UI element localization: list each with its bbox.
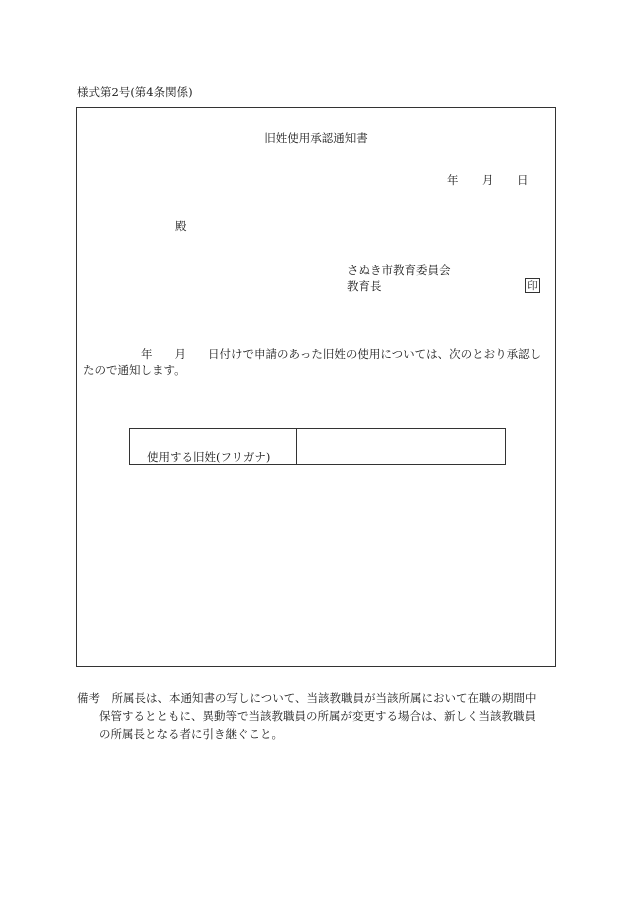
notice-body-line-1 <box>83 346 553 362</box>
remarks-line-2: 保管するとともに、異動等で当該教職員の所属が変更する場合は、新しく当該教職員 <box>99 709 536 723</box>
former-name-label-cell <box>130 429 297 464</box>
recipient-honorific: 殿 <box>175 219 187 233</box>
seal-mark: 印 <box>525 278 540 293</box>
issuer-block <box>347 262 451 294</box>
date-day-label: 日 <box>517 173 529 187</box>
date-year-label: 年 <box>447 173 459 187</box>
body-month-label: 月 <box>174 347 186 361</box>
form-number-label: 様式第2号(第4条関係) <box>77 85 193 99</box>
issuer-organization: さぬき市教育委員会 <box>347 263 451 277</box>
former-name-value-cell[interactable] <box>297 429 505 464</box>
remarks-block <box>77 689 557 743</box>
notice-body <box>83 346 553 378</box>
former-name-table <box>129 428 506 465</box>
remarks-heading: 備考 <box>77 691 100 705</box>
body-year-label: 年 <box>141 347 153 361</box>
date-month-label: 月 <box>482 173 494 187</box>
remarks-line-1-text: 所属長は、本通知書の写しについて、当該教職員が当該所属において在職の期間中 <box>111 691 537 705</box>
notice-body-line-2: たので通知します。 <box>83 363 186 377</box>
body-line-1-text: 日付けで申請のあった旧姓の使用については、次のとおり承認し <box>208 347 542 361</box>
document-title: 旧姓使用承認通知書 <box>264 131 368 145</box>
issuer-position: 教育長 <box>347 279 382 293</box>
former-name-label: 使用する旧姓(フリガナ) <box>147 450 271 464</box>
remarks-line-3: の所属長となる者に引き継ぐこと。 <box>99 727 283 741</box>
remarks-line-1 <box>77 689 557 707</box>
notice-frame <box>76 107 556 667</box>
